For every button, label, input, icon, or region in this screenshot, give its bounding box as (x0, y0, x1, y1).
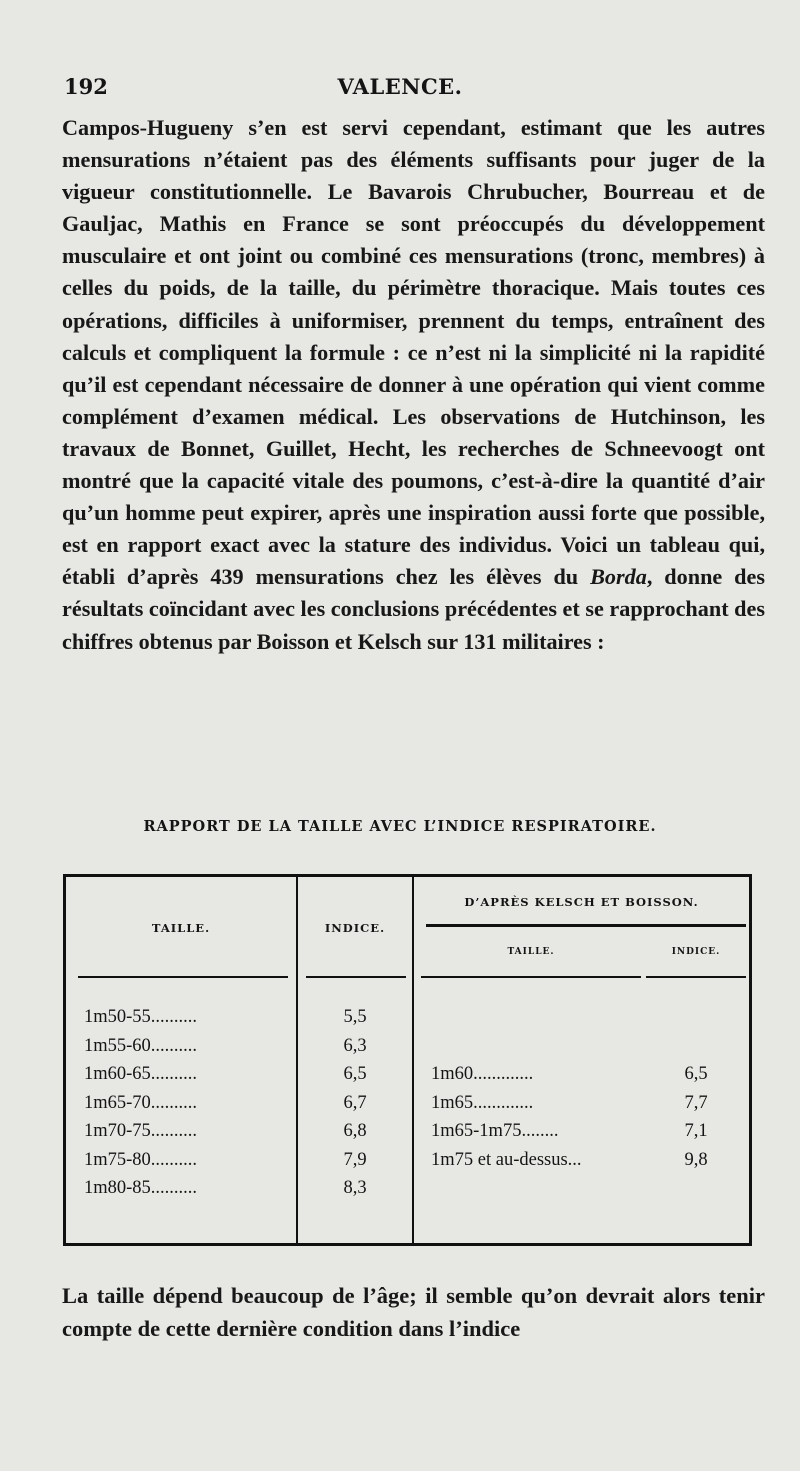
header-taille: TAILLE. (151, 921, 211, 935)
table-row (66, 1178, 749, 1208)
group-brace (426, 924, 746, 927)
cell-indice: 6,8 (343, 1121, 367, 1141)
paragraph-1-text: Campos-Hugueny s’en est servi cependant, estimant que les autres mensurations n’étaient pas des éléments suffisants pour juger de la vigueur constitutionnelle. Le Bavarois Chrubucher, Bourreau et de Gauljac, Mathis en France se sont préoccupés du développement musculaire et ont joint ou combiné ces mensurations (tronc, membres) à celles du poids, de la taille, du périmètre thoracique. Mais toutes ces opérations, difficiles à uniformiser, prennent du temps, entraînent des calculs et compliquent la formule : ce n’est ni la simplicité ni la rapidité qu’il est cependant nécessaire de donner à une opération qui vient comme complément d’examen médical. Les observations de Hutchinson, les travaux de Bonnet, Guillet, Hecht, les recherches de Schneevoogt ont montré que la capacité vitale des poumons, c’est-à-dire la quantité d’air qu’un homme peut expirer, après une inspiration aussi forte que possible, est en rapport exact avec la stature des individus. Voici un tableau qui, établi d’après 439 mensurations chez les élèves du (62, 115, 765, 590)
cell-taille: 1m65-70.......... (84, 1092, 198, 1113)
cell-indice: 8,3 (343, 1178, 367, 1198)
table-title: RAPPORT DE LA TAILLE AVEC L’INDICE RESPIRATOIRE. (143, 818, 657, 835)
cell-kb-taille: 1m65-1m75........ (431, 1121, 559, 1141)
table-row (66, 1064, 749, 1094)
header-sub-taille: TAILLE. (507, 947, 555, 957)
cell-indice: 6,3 (343, 1035, 367, 1056)
table-row (66, 1150, 749, 1180)
table-row (66, 1121, 749, 1151)
cell-taille: 1m60-65.......... (84, 1064, 198, 1084)
paragraph-1-italic: Borda (590, 564, 647, 590)
cell-taille: 1m75-80.......... (84, 1149, 198, 1170)
cell-taille: 1m70-75.......... (84, 1121, 198, 1141)
running-title: VALENCE. (337, 74, 463, 99)
header-sub-indice: INDICE. (671, 947, 721, 957)
cell-taille: 1m50-55.......... (84, 1007, 198, 1027)
cell-indice: 6,7 (343, 1092, 367, 1113)
cell-indice: 6,5 (343, 1064, 367, 1084)
data-table (63, 874, 752, 1246)
paragraph-2: La taille dépend beaucoup de l’âge; il semble qu’on devrait alors tenir compte de cette dernière condition dans l’indice (62, 1283, 765, 1341)
table-row (66, 1093, 749, 1123)
paragraph-1 (62, 112, 765, 658)
cell-indice: 5,5 (343, 1007, 367, 1027)
header-rule (646, 976, 746, 978)
cell-taille: 1m55-60.......... (84, 1035, 198, 1056)
cell-kb-taille: 1m65............. (431, 1092, 534, 1113)
table-row (66, 1007, 749, 1037)
header-rule (421, 976, 641, 978)
header-group: D’APRÈS KELSCH ET BOISSON. (464, 895, 699, 909)
cell-taille: 1m80-85.......... (84, 1178, 198, 1198)
table-row (66, 1036, 749, 1066)
cell-kb-indice: 7,7 (684, 1092, 708, 1113)
page-number: 192 (64, 74, 108, 99)
header-rule (306, 976, 406, 978)
cell-kb-indice: 6,5 (684, 1064, 708, 1084)
page-header (64, 74, 736, 106)
cell-indice: 7,9 (343, 1149, 367, 1170)
cell-kb-taille: 1m60............. (431, 1064, 534, 1084)
header-rule (78, 976, 288, 978)
header-indice: INDICE. (324, 921, 386, 935)
paragraph-1-text-end: , donne des résultats coïncidant avec les conclusions précédentes et se rapprochant des chiffres obtenus par Boisson et Kelsch sur 131 militaires : (62, 564, 766, 654)
cell-kb-indice: 9,8 (684, 1149, 708, 1170)
cell-kb-indice: 7,1 (684, 1121, 708, 1141)
cell-kb-taille: 1m75 et au-dessus... (431, 1149, 582, 1170)
